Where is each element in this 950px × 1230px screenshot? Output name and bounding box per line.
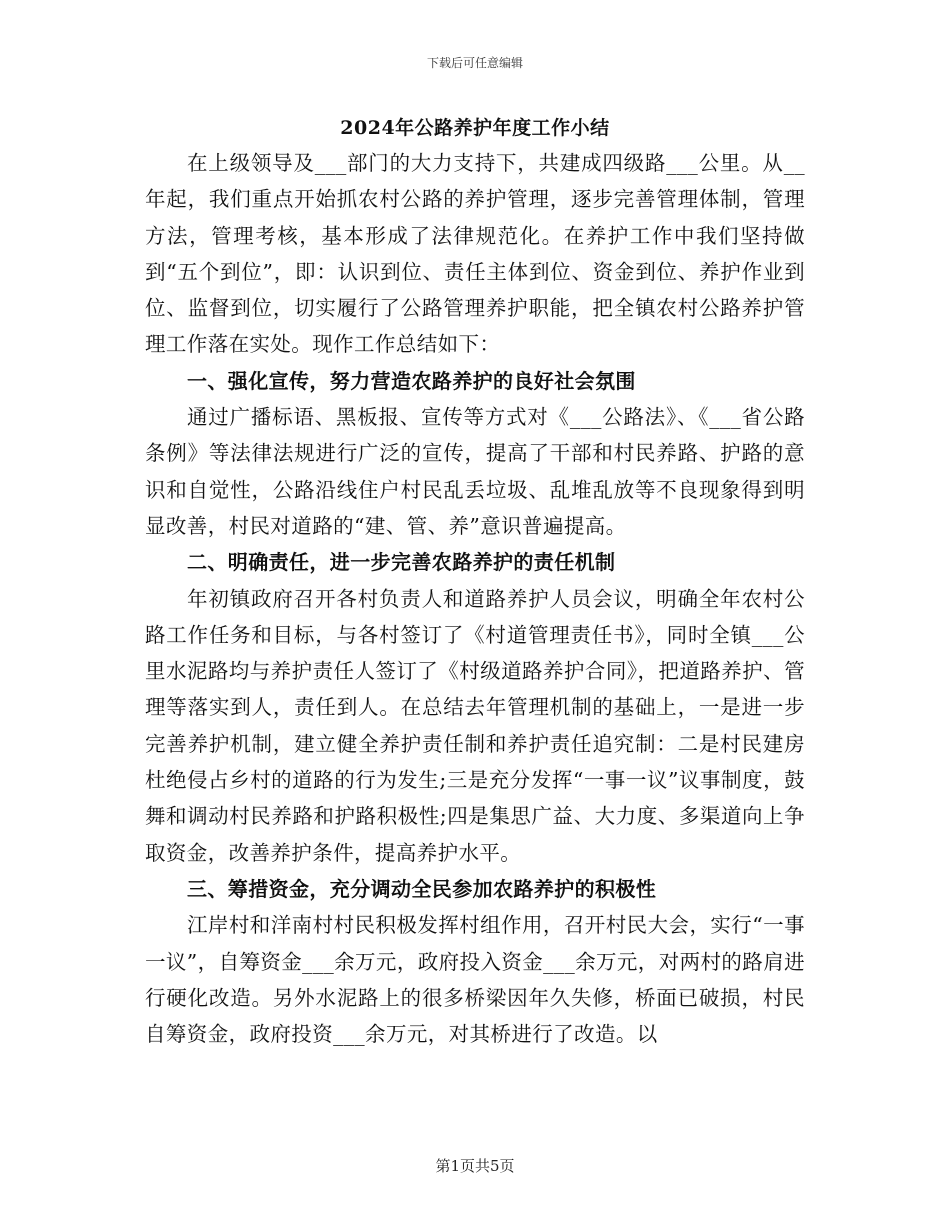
section-body-3: 江岸村和洋南村村民积极发挥村组作用，召开村民大会，实行“一事一议”，自筹资金___余万元，政府投入资金___余万元，对两村的路肩进行硬化改造。另外水泥路上的很多桥梁因年久失修，桥面已破损，村民自筹资金，政府投资___余万元，对其桥进行了改造。以	[145, 913, 805, 1047]
document-body	[145, 111, 805, 1052]
intro-paragraph: 在上级领导及___部门的大力支持下，共建成四级路___公里。从__年起，我们重点开始抓农村公路的养护管理，逐步完善管理体制，管理方法，管理考核，基本形成了法律规范化。在养护工作中我们坚持做到“五个到位”，即：认识到位、责任主体到位、资金到位、养护作业到位、监督到位，切实履行了公路管理养护职能，把全镇农村公路养护管理工作落在实处。现作工作总结如下：	[145, 151, 805, 357]
page-header: 下载后可任意编辑	[426, 56, 523, 70]
section-body-1: 通过广播标语、黑板报、宣传等方式对《___公路法》、《___省公路条例》等法律法规进行广泛的宣传，提高了干部和村民养路、护路的意识和自觉性，公路沿线住户村民乱丢垃圾、乱堆乱放等不良现象得到明显改善，村民对道路的“建、管、养”意识普遍提高。	[145, 405, 805, 538]
section-heading-2: 二、明确责任，进一步完善农路养护的责任机制	[187, 550, 616, 575]
section-heading-1: 一、强化宣传，努力营造农路养护的良好社会氛围	[187, 368, 636, 393]
page-footer: 第1页共5页	[435, 1157, 515, 1175]
document-title: 2024年公路养护年度工作小结	[340, 117, 610, 139]
section-body-2: 年初镇政府召开各村负责人和道路养护人员会议，明确全年农村公路工作任务和目标，与各村签订了《村道管理责任书》，同时全镇___公里水泥路均与养护责任人签订了《村级道路养护合同》，把道路养护、管理等落实到人，责任到人。在总结去年管理机制的基础上，一是进一步完善养护机制，建立健全养护责任制和养护责任追究制：二是村民建房杜绝侵占乡村的道路的行为发生;三是充分发挥“一事一议”议事制度，鼓舞和调动村民养路和护路积极性;四是集思广益、大力度、多渠道向上争取资金，改善养护条件，提高养护水平。	[145, 586, 805, 865]
section-heading-3: 三、筹措资金，充分调动全民参加农路养护的积极性	[187, 876, 657, 901]
